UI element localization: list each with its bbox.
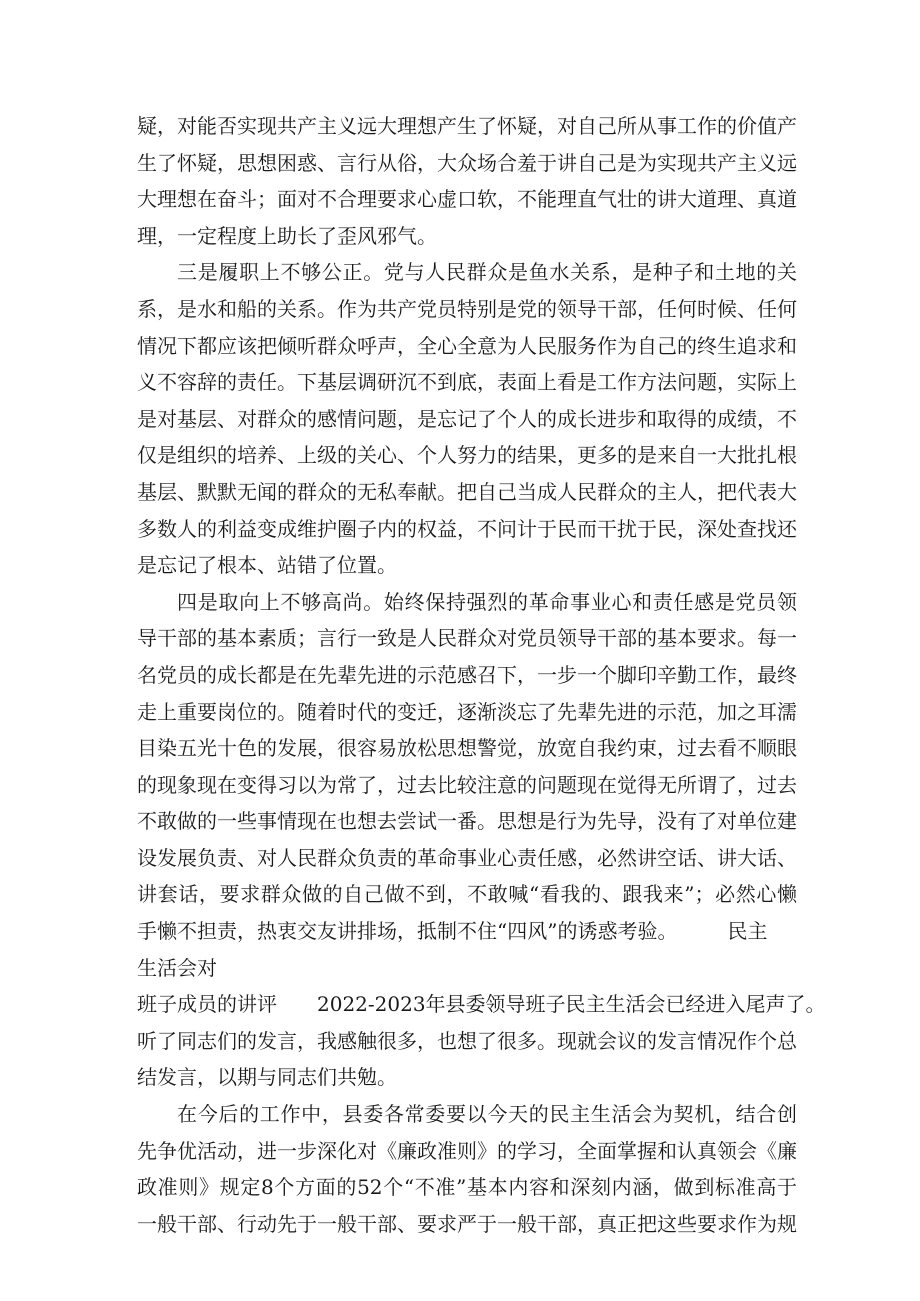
text-line: 目染五光十色的发展，很容易放松思想警觉，放宽自我约束，过去看不顺眼 (137, 736, 797, 761)
text-line: 不敢做的一些事情现在也想去尝试一番。思想是行为先导，没有了对单位建 (137, 809, 797, 834)
section-three-heading-line: 三是履职上不够公正。党与人民群众是鱼水关系，是种子和土地的关 (177, 260, 797, 285)
text-line: 多数人的利益变成维护圈子内的权益，不问计于民而干扰于民，深处查找还 (137, 516, 797, 541)
text-line: 系，是水和船的关系。作为共产党员特别是党的领导干部，任何时候、任何 (137, 296, 797, 321)
text-line: 政准则》规定8个方面的52个“不准”基本内容和深刻内涵，做到标准高于 (137, 1175, 797, 1200)
text-line: 基层、默默无闻的群众的无私奉献。把自己当成人民群众的主人，把代表大 (137, 479, 797, 504)
text-line: 走上重要岗位的。随着时代的变迁，逐渐淡忘了先辈先进的示范，加之耳濡 (137, 699, 797, 724)
text-line: 是忘记了根本、站错了位置。 (137, 553, 397, 578)
text-line: 情况下都应该把倾听群众呼声，全心全意为人民服务作为自己的终生追求和 (137, 333, 797, 358)
text-line: 疑，对能否实现共产主义远大理想产生了怀疑，对自己所从事工作的价值产 (137, 114, 797, 138)
text-line: 导干部的基本素质；言行一致是人民群众对党员领导干部的基本要求。每一 (137, 626, 797, 651)
text-line: 讲套话，要求群众做的自己做不到，不敢喊“看我的、跟我来”；必然心懒 (137, 882, 797, 907)
text-line: 先争优活动，进一步深化对《廉政准则》的学习，全面掌握和认真领会《廉 (137, 1138, 797, 1163)
text-line: 是对基层、对群众的感情问题，是忘记了个人的成长进步和取得的成绩，不 (137, 406, 797, 431)
text-line: 仅是组织的培养、上级的关心、个人努力的结果，更多的是来自一大批扎根 (137, 443, 797, 468)
section-title-line: 班子成员的讲评 2022-2023年县委领导班子民主生活会已经进入尾声了。 (137, 992, 826, 1017)
text-line: 义不容辞的责任。下基层调研沉不到底，表面上看是工作方法问题，实际上 (137, 370, 797, 395)
text-line: 听了同志们的发言，我感触很多，也想了很多。现就会议的发言情况作个总 (137, 1028, 797, 1053)
text-line: 设发展负责、对人民群众负责的革命事业心责任感，必然讲空话、讲大话、 (137, 845, 797, 870)
text-line: 生了怀疑，思想困惑、言行从俗，大众场合羞于讲自己是为实现共产主义远 (137, 150, 797, 175)
text-line: 大理想在奋斗；面对不合理要求心虚口软，不能理直气壮的讲大道理、真道 (137, 187, 797, 212)
text-line: 名党员的成长都是在先辈先进的示范感召下，一步一个脚印辛勤工作，最终 (137, 662, 797, 687)
text-line: 的现象现在变得习以为常了，过去比较注意的问题现在觉得无所谓了，过去 (137, 772, 797, 797)
text-line: 理，一定程度上助长了歪风邪气。 (137, 223, 437, 248)
section-four-heading-line: 四是取向上不够高尚。始终保持强烈的革命事业心和责任感是党员领 (177, 589, 797, 614)
text-line: 生活会对 (137, 955, 217, 980)
text-line: 结发言，以期与同志们共勉。 (137, 1065, 397, 1090)
text-line: 一般干部、行动先于一般干部、要求严于一般干部，真正把这些要求作为规 (137, 1211, 797, 1236)
paragraph-start-line: 在今后的工作中，县委各常委要以今天的民主生活会为契机，结合创 (177, 1102, 797, 1127)
body-text (137, 108, 826, 1242)
text-line: 手懒不担责，热衷交友讲排场，抵制不住“四风”的诱惑考验。 民主 (137, 919, 768, 944)
